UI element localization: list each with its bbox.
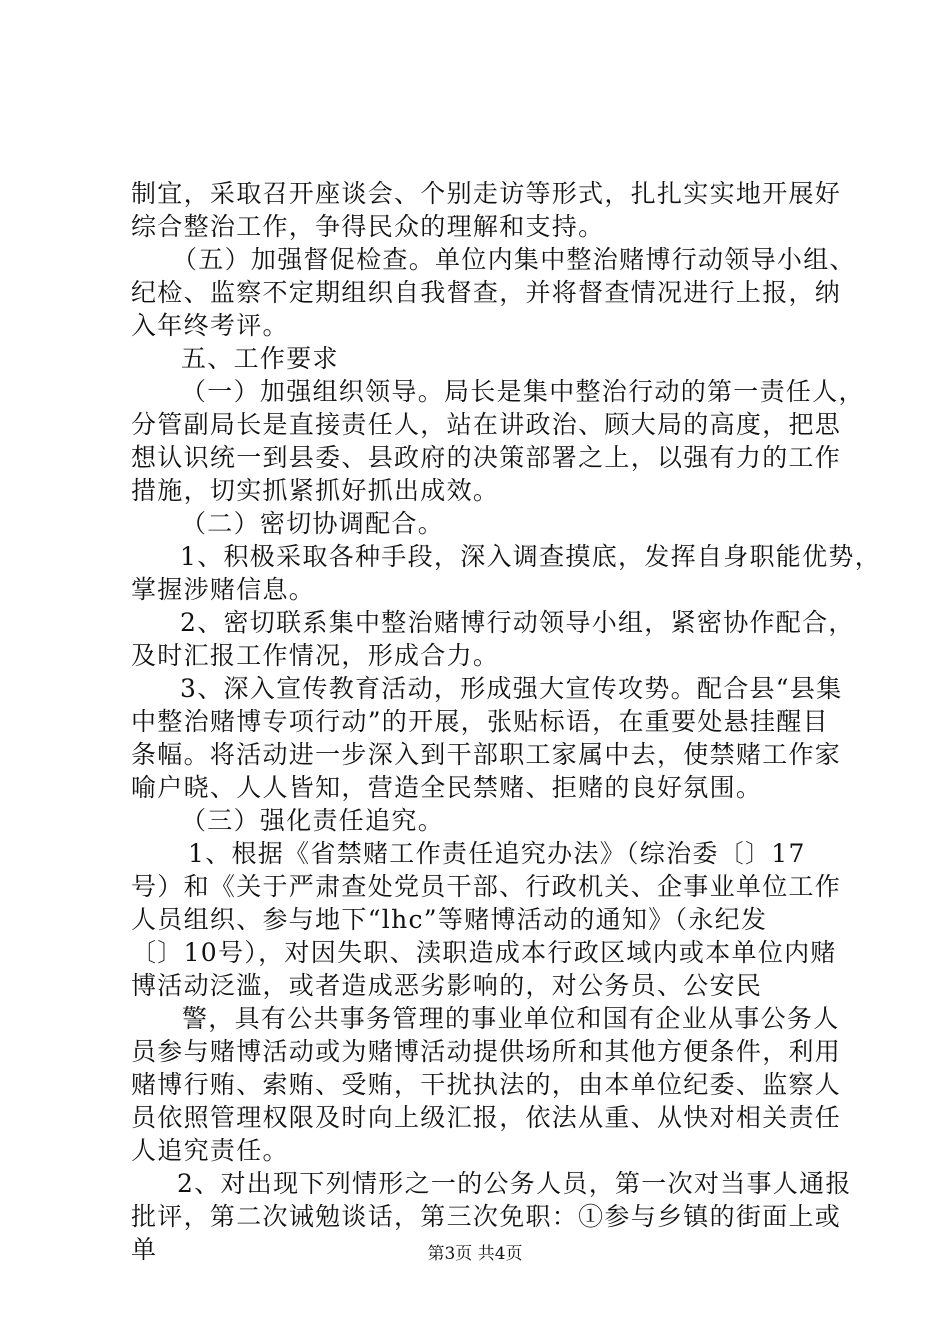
text-line: 分管副局长是直接责任人，站在讲政治、顾大局的高度，把思 bbox=[131, 410, 842, 439]
text-line: 纪检、监察不定期组织自我督查，并将督查情况进行上报，纳 bbox=[131, 278, 842, 307]
text-line: （一）加强组织领导。局长是集中整治行动的第一责任人， bbox=[181, 377, 865, 406]
text-line: 及时汇报工作情况，形成合力。 bbox=[131, 641, 500, 670]
text-line: 批评，第二次诫勉谈话，第三次免职：①参与乡镇的街面上或 bbox=[131, 1202, 842, 1231]
text-line: 博活动泛滥，或者造成恶劣影响的，对公务员、公安民 bbox=[131, 971, 763, 1000]
text-line: 掌握涉赌信息。 bbox=[131, 575, 316, 604]
text-line: 单 bbox=[131, 1235, 158, 1264]
text-line: 2、对出现下列情形之一的公务人员，第一次对当事人通报 bbox=[177, 1169, 852, 1198]
text-line: 员参与赌博活动或为赌博活动提供场所和其他方便条件，利用 bbox=[131, 1037, 842, 1066]
text-line: 赌博行贿、索贿、受贿，干扰执法的，由本单位纪委、监察人 bbox=[131, 1070, 842, 1099]
text-line: 人员组织、参与地下“lhc”等赌博活动的通知》（永纪发 bbox=[131, 905, 768, 934]
text-line: 人追究责任。 bbox=[131, 1136, 289, 1165]
text-line: 入年终考评。 bbox=[131, 311, 289, 340]
text-line: （五）加强督促检查。单位内集中整治赌博行动领导小组、 bbox=[172, 245, 856, 274]
text-line: 制宜，采取召开座谈会、个别走访等形式，扎扎实实地开展好 bbox=[131, 179, 842, 208]
text-line: 喻户晓、人人皆知，营造全民禁赌、拒赌的良好氛围。 bbox=[131, 773, 763, 802]
text-line: 员依照管理权限及时向上级汇报，依法从重、从快对相关责任 bbox=[131, 1103, 842, 1132]
text-line: 综合整治工作，争得民众的理解和支持。 bbox=[131, 212, 605, 241]
section-heading: 五、工作要求 bbox=[181, 344, 339, 373]
text-line: 中整治赌博专项行动”的开展，张贴标语，在重要处悬挂醒目 bbox=[131, 707, 829, 736]
text-line: 1、积极采取各种手段，深入调查摸底，发挥自身职能优势， bbox=[180, 542, 882, 571]
text-line: 措施，切实抓紧抓好抓出成效。 bbox=[131, 476, 500, 505]
text-line: 3、深入宣传教育活动，形成强大宣传攻势。配合县“县集 bbox=[180, 674, 843, 703]
text-line: 1、根据《省禁赌工作责任追究办法》（综治委〔〕17 bbox=[188, 839, 806, 868]
text-line: 警，具有公共事务管理的事业单位和国有企业从事公务人 bbox=[182, 1004, 840, 1033]
subsection-heading: （二）密切协调配合。 bbox=[181, 509, 445, 538]
page-number-footer: 第3页 共4页 bbox=[427, 1244, 523, 1264]
text-line: 条幅。将活动进一步深入到干部职工家属中去，使禁赌工作家 bbox=[131, 740, 842, 769]
subsection-heading: （三）强化责任追究。 bbox=[181, 806, 445, 835]
text-line: 想认识统一到县委、县政府的决策部署之上，以强有力的工作 bbox=[131, 443, 842, 472]
text-line: 号）和《关于严肃查处党员干部、行政机关、企事业单位工作 bbox=[131, 872, 842, 901]
text-line: 2、密切联系集中整治赌博行动领导小组，紧密协作配合， bbox=[180, 608, 855, 637]
text-line: 〔〕10号），对因失职、渎职造成本行政区域内或本单位内赌 bbox=[131, 938, 837, 967]
